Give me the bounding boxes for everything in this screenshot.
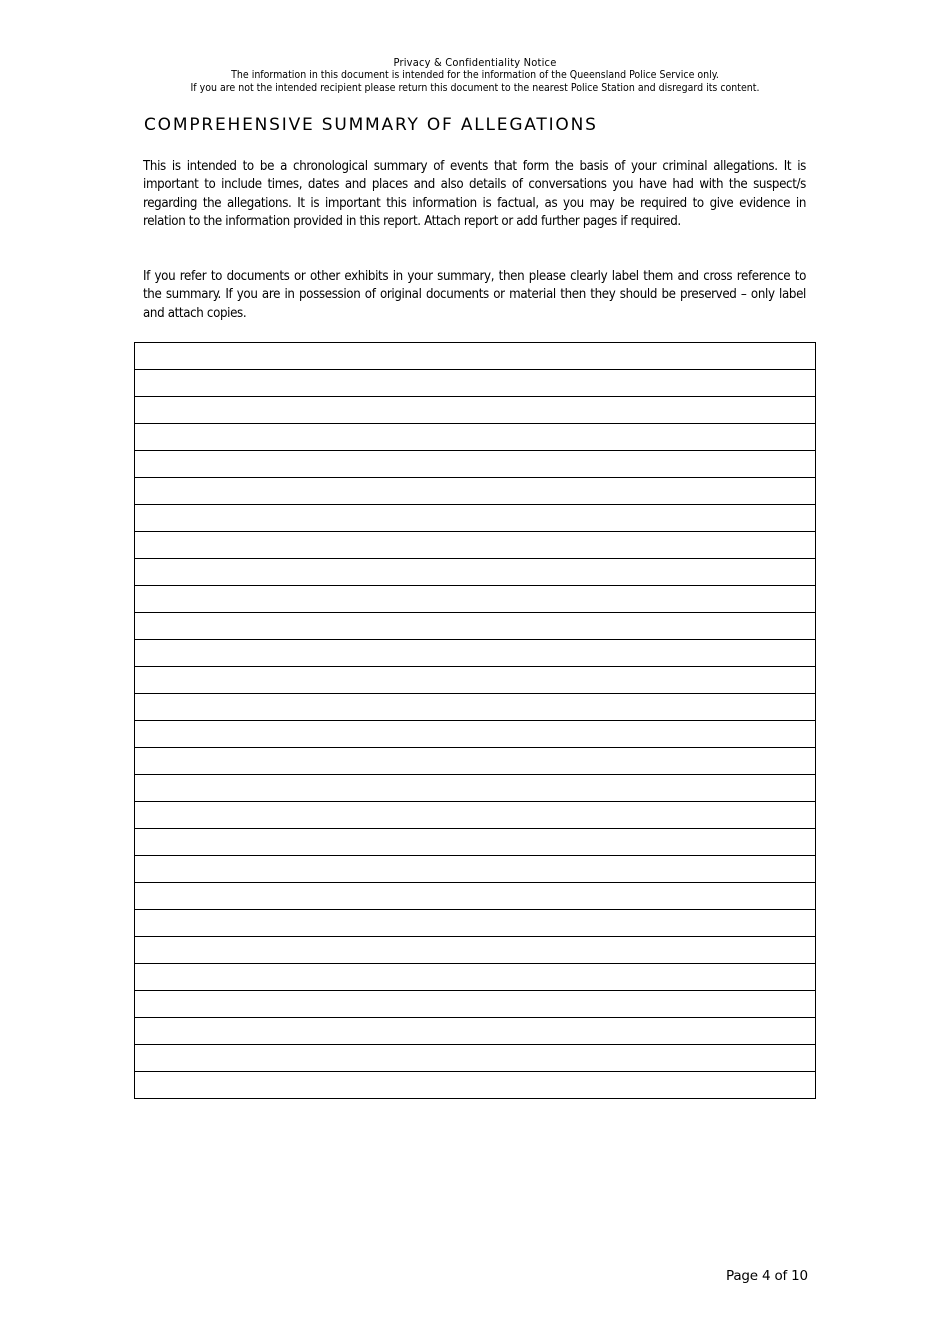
summary-row [135,640,816,667]
summary-row [135,694,816,721]
summary-row [135,532,816,559]
summary-entry-field[interactable] [135,883,816,910]
summary-row [135,964,816,991]
summary-entry-field[interactable] [135,748,816,775]
summary-row [135,856,816,883]
summary-row [135,910,816,937]
summary-row [135,397,816,424]
summary-entry-field[interactable] [135,478,816,505]
summary-row [135,586,816,613]
summary-row [135,451,816,478]
summary-row [135,937,816,964]
summary-entry-field[interactable] [135,586,816,613]
summary-entry-field[interactable] [135,1045,816,1072]
summary-row [135,1072,816,1099]
summary-row [135,721,816,748]
summary-row [135,478,816,505]
summary-row [135,370,816,397]
summary-row [135,829,816,856]
summary-entry-field[interactable] [135,505,816,532]
summary-entry-field[interactable] [135,640,816,667]
summary-row [135,883,816,910]
allegations-summary-table [134,342,816,1099]
page-number: Page 4 of 10 [726,1268,808,1284]
summary-entry-field[interactable] [135,559,816,586]
summary-entry-field[interactable] [135,532,816,559]
privacy-notice [0,56,950,95]
summary-entry-field[interactable] [135,451,816,478]
summary-entry-field[interactable] [135,370,816,397]
summary-entry-field[interactable] [135,856,816,883]
summary-entry-field[interactable] [135,802,816,829]
summary-entry-field[interactable] [135,910,816,937]
instructions-paragraph-2: If you refer to documents or other exhibits in your summary, then please clearly label them and cross reference to the summary. If you are in possession of original documents or material then they should be preserved – only label and attach copies. [143,269,806,321]
summary-entry-field[interactable] [135,1072,816,1099]
summary-row [135,424,816,451]
summary-row [135,748,816,775]
summary-row [135,775,816,802]
page-title: COMPREHENSIVE SUMMARY OF ALLEGATIONS [144,115,598,135]
summary-entry-field[interactable] [135,775,816,802]
summary-entry-field[interactable] [135,721,816,748]
summary-row [135,667,816,694]
summary-row [135,505,816,532]
summary-row [135,343,816,370]
summary-entry-field[interactable] [135,343,816,370]
summary-row [135,613,816,640]
instructions-paragraph-1: This is intended to be a chronological summary of events that form the basis of your criminal allegations. It is important to include times, dates and places and also details of conversations you have had with the suspect/s regarding the allegations. It is important this information is factual, as you may be required to give evidence in relation to the information provided in this report. Attach report or add further pages if required. [143,159,806,229]
summary-table-body [135,343,816,1099]
summary-row [135,802,816,829]
summary-row [135,559,816,586]
privacy-notice-line-1: The information in this document is intended for the information of the Queensland Police Service only. [231,69,719,81]
summary-entry-field[interactable] [135,964,816,991]
summary-entry-field[interactable] [135,991,816,1018]
summary-entry-field[interactable] [135,424,816,451]
summary-entry-field[interactable] [135,397,816,424]
summary-entry-field[interactable] [135,937,816,964]
summary-row [135,1018,816,1045]
summary-entry-field[interactable] [135,694,816,721]
summary-row [135,991,816,1018]
privacy-notice-title: Privacy & Confidentiality Notice [393,56,557,69]
summary-entry-field[interactable] [135,613,816,640]
summary-row [135,1045,816,1072]
summary-entry-field[interactable] [135,1018,816,1045]
summary-entry-field[interactable] [135,667,816,694]
privacy-notice-line-2: If you are not the intended recipient please return this document to the nearest Police Station and disregard its content. [190,82,760,94]
summary-entry-field[interactable] [135,829,816,856]
